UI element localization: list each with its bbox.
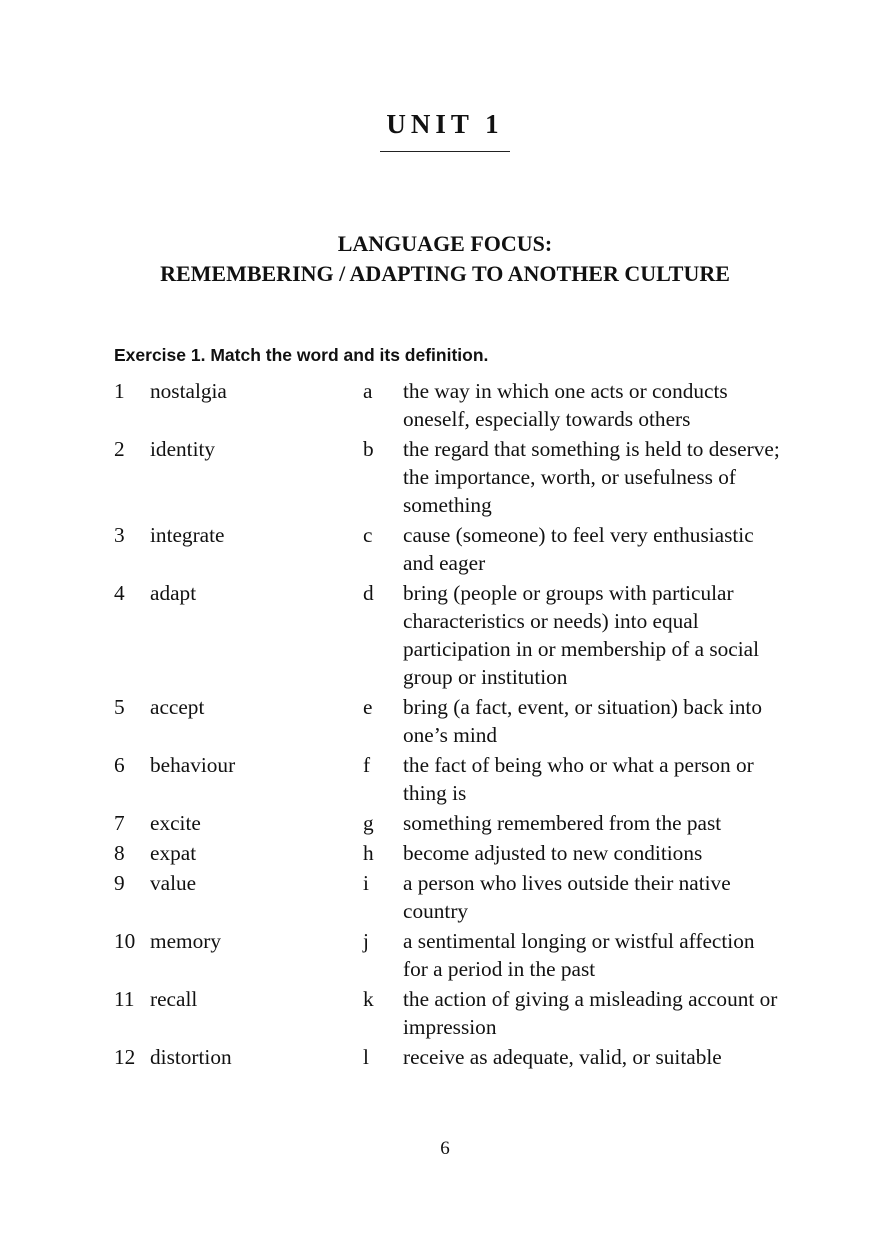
table-row	[114, 1043, 804, 1071]
definition-letter: j	[363, 929, 369, 953]
term: distortion	[150, 1045, 232, 1069]
term: accept	[150, 695, 205, 719]
term: expat	[150, 841, 197, 865]
definition-letter: f	[363, 753, 371, 777]
definition-letter: k	[363, 987, 374, 1011]
definition: a person who lives outside their native country	[403, 871, 731, 923]
item-number: 10	[114, 929, 136, 953]
item-number: 12	[114, 1045, 136, 1069]
term: adapt	[150, 581, 197, 605]
language-focus-heading	[0, 229, 875, 289]
definition: cause (someone) to feel very enthusiastic and eager	[403, 523, 754, 575]
definition-letter: h	[363, 841, 374, 865]
item-number: 4	[114, 581, 125, 605]
definition-letter: g	[363, 811, 374, 835]
term: integrate	[150, 523, 225, 547]
term: excite	[150, 811, 201, 835]
item-number: 9	[114, 871, 125, 895]
title-underline	[380, 151, 510, 152]
term: recall	[150, 987, 198, 1011]
definition-letter: b	[363, 437, 374, 461]
unit-title: UNIT 1	[386, 109, 504, 139]
definition: the fact of being who or what a person or thing is	[403, 753, 754, 805]
definition: something remembered from the past	[403, 811, 722, 835]
table-row	[114, 377, 804, 433]
language-focus-line-1: LANGUAGE FOCUS:	[337, 231, 553, 256]
definition: bring (a fact, event, or situation) back into one’s mind	[403, 695, 762, 747]
term: value	[150, 871, 197, 895]
definition-letter: i	[363, 871, 369, 895]
item-number: 1	[114, 379, 125, 403]
table-row	[114, 693, 804, 749]
table-row	[114, 927, 804, 983]
item-number: 6	[114, 753, 125, 777]
definition-letter: a	[363, 379, 373, 403]
language-focus-line-2: REMEMBERING / ADAPTING TO ANOTHER CULTURE	[160, 261, 730, 286]
table-row	[114, 579, 804, 691]
definition: a sentimental longing or wistful affection for a period in the past	[403, 929, 755, 981]
definition: the action of giving a misleading account or impression	[403, 987, 778, 1039]
term: identity	[150, 437, 216, 461]
page-number: 6	[440, 1138, 450, 1159]
definition: receive as adequate, valid, or suitable	[403, 1045, 722, 1069]
definition: the regard that something is held to deserve; the importance, worth, or usefulness of something	[403, 437, 780, 517]
table-row	[114, 521, 804, 577]
definition: bring (people or groups with particular characteristics or needs) into equal participation in or membership of a social group or institution	[403, 581, 760, 689]
definition-letter: l	[363, 1045, 369, 1069]
term: memory	[150, 929, 221, 953]
definition-letter: e	[363, 695, 373, 719]
item-number: 11	[114, 987, 135, 1011]
definition-letter: d	[363, 581, 374, 605]
table-row	[114, 751, 804, 807]
item-number: 7	[114, 811, 125, 835]
definition: become adjusted to new conditions	[403, 841, 703, 865]
item-number: 2	[114, 437, 125, 461]
table-row	[114, 435, 804, 519]
term: behaviour	[150, 753, 236, 777]
item-number: 5	[114, 695, 125, 719]
matching-table	[114, 377, 804, 1073]
item-number: 8	[114, 841, 125, 865]
table-row	[114, 809, 804, 837]
exercise-title: Exercise 1. Match the word and its definition.	[114, 345, 489, 365]
item-number: 3	[114, 523, 125, 547]
table-row	[114, 839, 804, 867]
definition-letter: c	[363, 523, 373, 547]
term: nostalgia	[150, 379, 227, 403]
table-row	[114, 869, 804, 925]
definition: the way in which one acts or conducts oneself, especially towards others	[403, 379, 728, 431]
table-row	[114, 985, 804, 1041]
